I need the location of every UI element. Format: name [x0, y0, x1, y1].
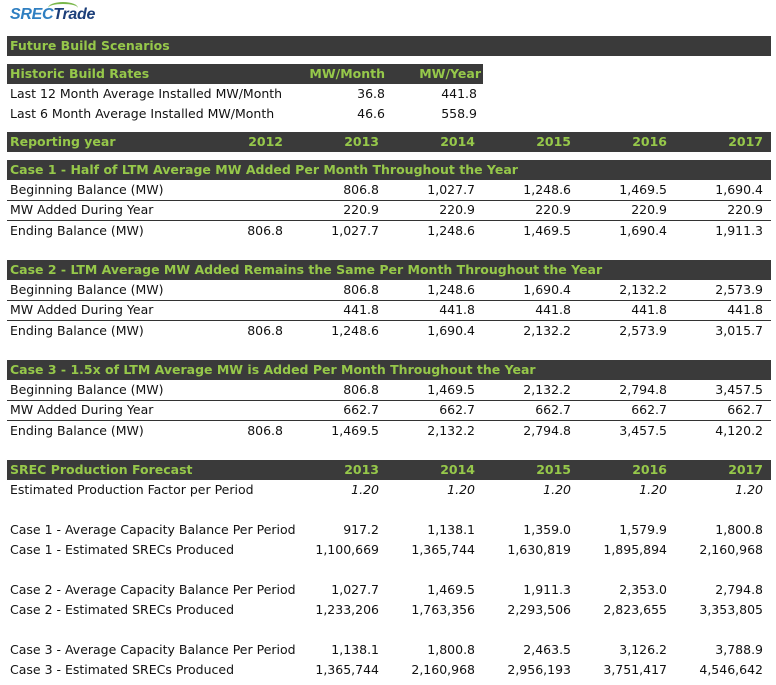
cell-value: 441.8	[727, 302, 763, 317]
case-2-row-ending	[7, 321, 771, 341]
row-label: Case 3 - Average Capacity Balance Per Period	[10, 642, 296, 657]
cell-value: 662.7	[631, 402, 667, 417]
cell-value: 1,365,744	[315, 662, 379, 677]
cell-value: 1,469.5	[523, 223, 571, 238]
cell-value: 220.9	[343, 202, 379, 217]
cell-value: 1,248.6	[331, 323, 379, 338]
row-label: Case 1 - Estimated SRECs Produced	[10, 542, 235, 557]
cell-value: 3,457.5	[715, 382, 763, 397]
case-3-row-added	[7, 400, 771, 421]
historic-row-mw-year: 441.8	[441, 86, 477, 101]
cell-value: 3,457.5	[619, 423, 667, 438]
cell-value: 1,027.7	[427, 182, 475, 197]
row-label: MW Added During Year	[10, 402, 154, 417]
case-header: Case 2 - LTM Average MW Added Remains the Same Per Month Throughout the Year	[10, 262, 603, 277]
historic-header-row	[7, 64, 483, 84]
cell-value: 4,120.2	[715, 423, 763, 438]
cell-value: 1.20	[447, 482, 475, 497]
case-header: Case 3 - 1.5x of LTM Average MW is Added Per Month Throughout the Year	[10, 362, 536, 377]
cell-value: 220.9	[727, 202, 763, 217]
cell-value: 1,895,894	[603, 542, 667, 557]
cell-value: 1,800.8	[427, 642, 475, 657]
cell-value: 220.9	[535, 202, 571, 217]
cell-value: 3,788.9	[715, 642, 763, 657]
title-bar	[7, 36, 771, 56]
case-header: Case 1 - Half of LTM Average MW Added Per Month Throughout the Year	[10, 162, 518, 177]
year-header: 2015	[536, 134, 571, 149]
capacity-row	[7, 520, 771, 540]
row-label: Case 3 - Estimated SRECs Produced	[10, 662, 235, 677]
cell-value: 441.8	[631, 302, 667, 317]
srec-row	[7, 660, 771, 680]
cell-value: 1,690.4	[619, 223, 667, 238]
cell-value: 1,469.5	[427, 582, 475, 597]
row-label: Case 2 - Average Capacity Balance Per Period	[10, 582, 296, 597]
cell-value: 806.8	[343, 282, 379, 297]
forecast-header-row	[7, 460, 771, 480]
cell-value: 1,138.1	[331, 642, 379, 657]
cell-value: 1,630,819	[507, 542, 571, 557]
cell-value: 1,690.4	[427, 323, 475, 338]
case-1-row-added	[7, 200, 771, 221]
year-header: 2017	[728, 462, 763, 477]
cell-value: 441.8	[343, 302, 379, 317]
cell-value: 2,794.8	[523, 423, 571, 438]
cell-value: 4,546,642	[699, 662, 763, 677]
logo-swoosh-icon	[48, 2, 78, 14]
reporting-year-header	[7, 132, 771, 152]
case-2-row-added	[7, 300, 771, 321]
cell-value: 1,911.3	[715, 223, 763, 238]
row-label: Beginning Balance (MW)	[10, 182, 164, 197]
logo-part-trade: Trade	[53, 6, 96, 23]
historic-row-mw-year: 558.9	[441, 106, 477, 121]
case-2-header-row	[7, 260, 771, 280]
cell-value: 1.20	[351, 482, 379, 497]
row-label: Ending Balance (MW)	[10, 223, 144, 238]
year-header: 2013	[344, 462, 379, 477]
historic-col-mw-month: MW/Month	[309, 66, 385, 81]
cell-value: 1,248.6	[523, 182, 571, 197]
historic-row-label: Last 6 Month Average Installed MW/Month	[10, 106, 275, 121]
row-label: MW Added During Year	[10, 202, 154, 217]
cell-value: 1.20	[543, 482, 571, 497]
year-header: 2015	[536, 462, 571, 477]
historic-row	[7, 104, 771, 124]
historic-row-label: Last 12 Month Average Installed MW/Month	[10, 86, 283, 101]
cell-value: 2,794.8	[619, 382, 667, 397]
case-3-header-row	[7, 360, 771, 380]
cell-value: 662.7	[727, 402, 763, 417]
case-1-row-ending	[7, 221, 771, 241]
factor-row	[7, 480, 771, 500]
historic-row	[7, 84, 771, 104]
logo-part-srec: SREC	[10, 6, 54, 23]
cell-value: 1,233,206	[315, 602, 379, 617]
cell-value: 2,573.9	[619, 323, 667, 338]
cell-value: 1,248.6	[427, 282, 475, 297]
cell-value: 1,469.5	[619, 182, 667, 197]
cell-value: 3,015.7	[715, 323, 763, 338]
cell-value: 3,353,805	[699, 602, 763, 617]
cell-value: 1.20	[735, 482, 763, 497]
cell-value: 1,138.1	[427, 522, 475, 537]
row-label: Case 2 - Estimated SRECs Produced	[10, 602, 235, 617]
historic-header: Historic Build Rates	[10, 66, 150, 81]
row-label: Estimated Production Factor per Period	[10, 482, 254, 497]
case-2-row-beginning	[7, 280, 771, 301]
cell-value: 1,359.0	[523, 522, 571, 537]
cell-value: 662.7	[439, 402, 475, 417]
cell-value: 1,579.9	[619, 522, 667, 537]
year-header: 2014	[440, 462, 475, 477]
cell-value: 2,794.8	[715, 582, 763, 597]
case-1-header-row	[7, 160, 771, 180]
year-header: 2012	[248, 134, 283, 149]
cell-value: 1,911.3	[523, 582, 571, 597]
case-3-row-beginning	[7, 380, 771, 401]
capacity-row	[7, 640, 771, 660]
row-label: MW Added During Year	[10, 302, 154, 317]
cell-value: 441.8	[439, 302, 475, 317]
year-header: 2016	[632, 134, 667, 149]
cell-value: 1,027.7	[331, 582, 379, 597]
cell-value: 2,160,968	[699, 542, 763, 557]
cell-value: 2,160,968	[411, 662, 475, 677]
cell-value: 2,573.9	[715, 282, 763, 297]
cell-value: 806.8	[343, 182, 379, 197]
cell-value: 2,132.2	[427, 423, 475, 438]
cell-value: 1,469.5	[427, 382, 475, 397]
reporting-year-label: Reporting year	[10, 134, 116, 149]
cell-value: 2,132.2	[523, 323, 571, 338]
cell-value: 441.8	[535, 302, 571, 317]
row-label: Ending Balance (MW)	[10, 423, 144, 438]
cell-value: 2,353.0	[619, 582, 667, 597]
cell-value: 917.2	[343, 522, 379, 537]
cell-value: 2,463.5	[523, 642, 571, 657]
cell-value: 1,248.6	[427, 223, 475, 238]
cell-value: 1,763,356	[411, 602, 475, 617]
cell-value: 3,751,417	[603, 662, 667, 677]
case-3-row-ending	[7, 421, 771, 441]
srec-trade-logo	[10, 6, 95, 24]
cell-value: 662.7	[535, 402, 571, 417]
cell-value: 2,823,655	[603, 602, 667, 617]
cell-value: 1,027.7	[331, 223, 379, 238]
cell-value: 806.8	[247, 323, 283, 338]
cell-value: 220.9	[439, 202, 475, 217]
cell-value: 806.8	[343, 382, 379, 397]
year-header: 2017	[728, 134, 763, 149]
cell-value: 1,690.4	[715, 182, 763, 197]
cell-value: 1,469.5	[331, 423, 379, 438]
cell-value: 1.20	[639, 482, 667, 497]
row-label: Case 1 - Average Capacity Balance Per Period	[10, 522, 296, 537]
cell-value: 662.7	[343, 402, 379, 417]
cell-value: 1,690.4	[523, 282, 571, 297]
cell-value: 2,132.2	[619, 282, 667, 297]
cell-value: 2,132.2	[523, 382, 571, 397]
cell-value: 1,100,669	[315, 542, 379, 557]
forecast-header: SREC Production Forecast	[10, 462, 193, 477]
page-title: Future Build Scenarios	[10, 38, 170, 53]
cell-value: 1,365,744	[411, 542, 475, 557]
capacity-row	[7, 580, 771, 600]
srec-row	[7, 600, 771, 620]
historic-row-mw-month: 36.8	[357, 86, 385, 101]
cell-value: 3,126.2	[619, 642, 667, 657]
year-header: 2014	[440, 134, 475, 149]
cell-value: 806.8	[247, 223, 283, 238]
srec-row	[7, 540, 771, 560]
case-1-row-beginning	[7, 180, 771, 201]
row-label: Beginning Balance (MW)	[10, 382, 164, 397]
cell-value: 2,956,193	[507, 662, 571, 677]
historic-col-mw-year: MW/Year	[419, 66, 481, 81]
year-header: 2013	[344, 134, 379, 149]
cell-value: 2,293,506	[507, 602, 571, 617]
historic-row-mw-month: 46.6	[357, 106, 385, 121]
cell-value: 1,800.8	[715, 522, 763, 537]
year-header: 2016	[632, 462, 667, 477]
row-label: Ending Balance (MW)	[10, 323, 144, 338]
cell-value: 220.9	[631, 202, 667, 217]
row-label: Beginning Balance (MW)	[10, 282, 164, 297]
cell-value: 806.8	[247, 423, 283, 438]
